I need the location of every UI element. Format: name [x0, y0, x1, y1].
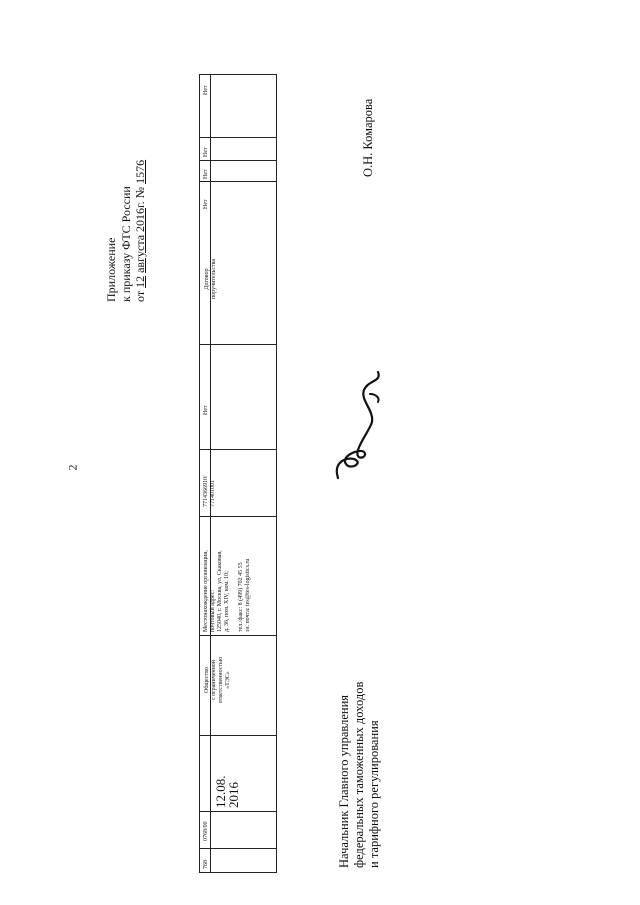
registry-table-row: [199, 74, 277, 873]
order-month-year: августа 2016: [133, 207, 147, 273]
signer-name: О.Н. Комарова: [361, 98, 375, 177]
number-sign: №: [133, 186, 147, 199]
cell-organization-name: Общество с ограниченной ответственностью «ТЭС»: [204, 656, 231, 704]
divider: [200, 449, 276, 450]
from-label: от: [133, 290, 147, 302]
signer-position: Начальник Главного управления федеральных таможенных доходов и тарифного регулирования: [337, 681, 381, 868]
divider: [200, 848, 276, 849]
cell-registration-number: 0768/00: [203, 821, 209, 841]
cell-inn-kpp: 7714366910/ 771401001: [203, 475, 216, 507]
divider: [200, 735, 276, 736]
divider: [200, 344, 276, 345]
divider: [200, 160, 276, 161]
cell-column-11: Нет: [203, 85, 209, 95]
appendix-header: [104, 160, 148, 302]
divider: [200, 811, 276, 812]
order-number: 1576: [133, 159, 147, 184]
signature-image: [320, 360, 390, 480]
cell-column-8: Нет: [203, 199, 209, 209]
divider: [210, 75, 211, 872]
divider: [200, 181, 276, 182]
cell-column-6: Нет: [203, 405, 209, 415]
cell-row-number: 768: [203, 860, 209, 869]
divider: [200, 137, 276, 138]
divider: [200, 516, 276, 517]
appendix-title: Приложение: [104, 237, 118, 302]
cell-column-9: Нет: [203, 169, 209, 179]
page-number: 2: [65, 464, 80, 471]
year-suffix: г.: [133, 201, 147, 208]
cell-date: 12.08. 2016: [213, 775, 241, 808]
cell-address: Местонахождение организации, почтовый адрес: 125040, г. Москва, ул. Скаковая, д. 36, пом. XIV, ком. 10; тел./факс: 8 (499) 702 45 55 эл. почта: tes@tes-logistics.ru: [203, 550, 251, 632]
appendix-date-line: [133, 160, 148, 302]
order-day: 12: [133, 275, 147, 288]
cell-column-10: Нет: [203, 147, 209, 157]
cell-guarantee-type: Договор поручительства: [204, 258, 217, 300]
appendix-order-ref: к приказу ФТС России: [118, 186, 133, 302]
